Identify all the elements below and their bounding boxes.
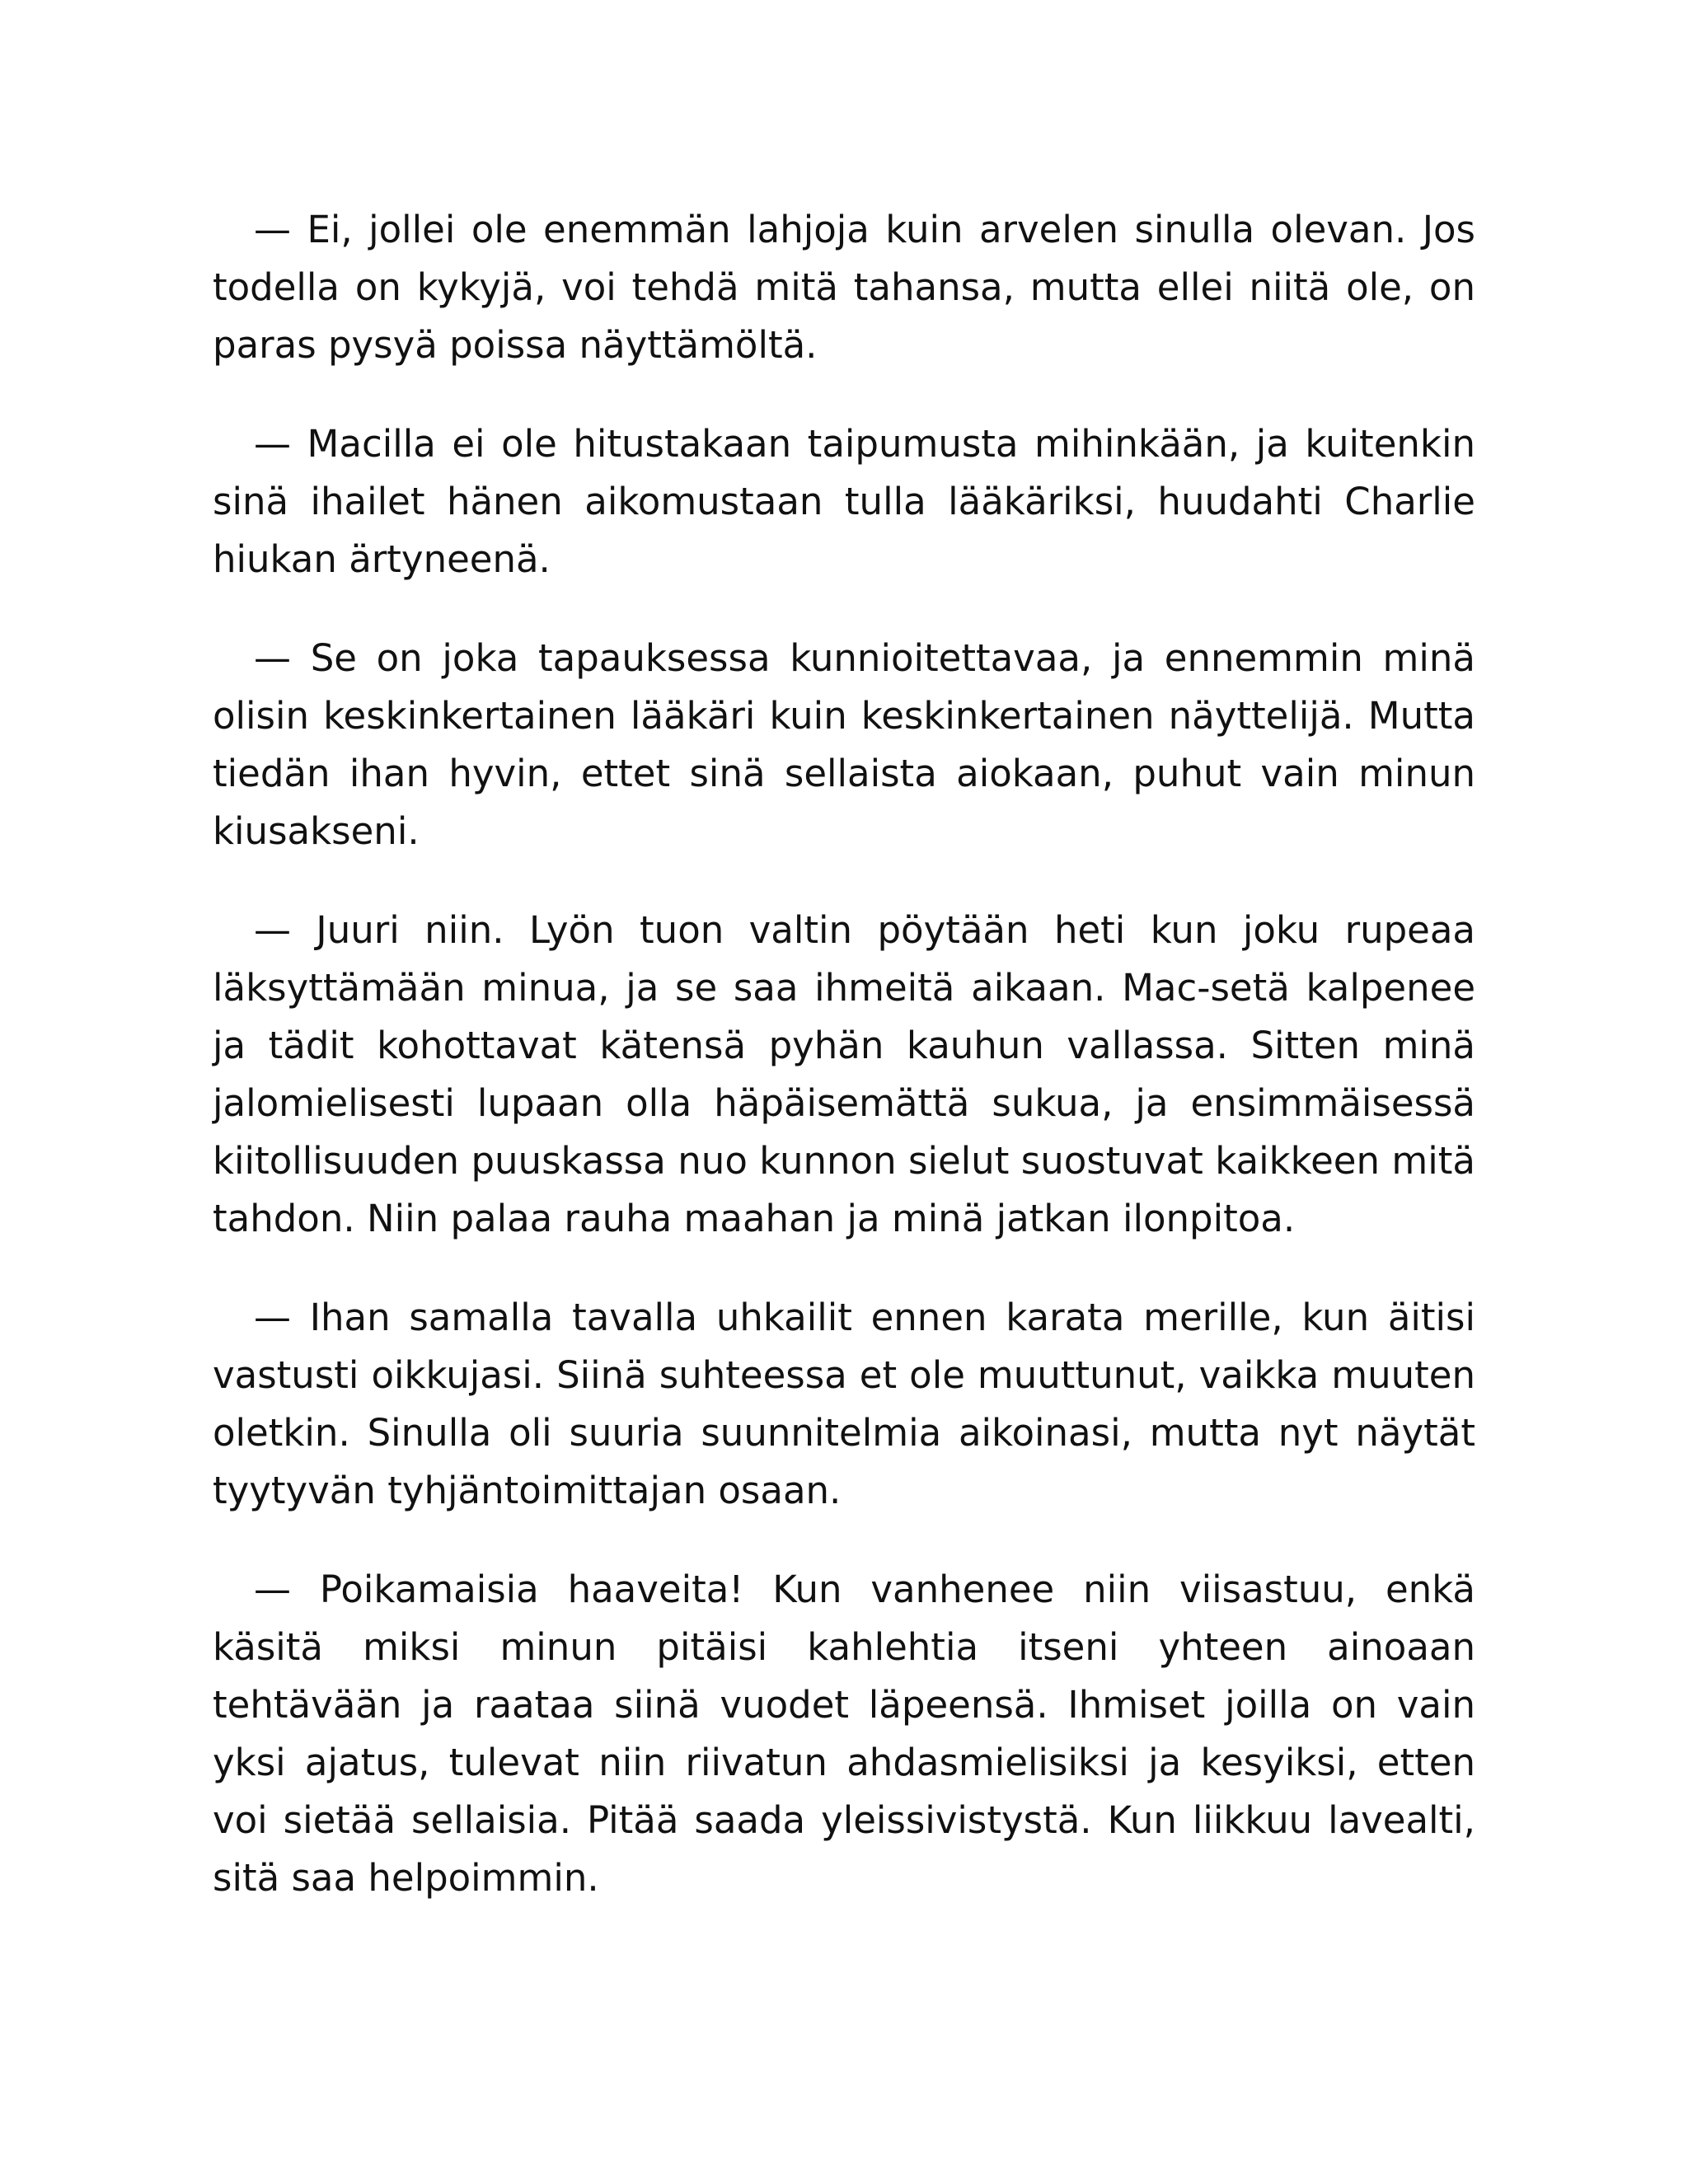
paragraph-3: — Se on joka tapauksessa kunnioitettavaa, ja ennemmin minä olisin keskinkertainen lääkäri kuin keskinkertainen näyttelijä. Mutta tiedän ihan hyvin, ettet sinä sellaista aiokaan, puhut vain minun kiusakseni. <box>213 636 1475 853</box>
paragraph-4: — Juuri niin. Lyön tuon valtin pöytään heti kun joku rupeaa läksyttämään minua, ja se saa ihmeitä aikaan. Mac-setä kalpenee ja tädit kohottavat kätensä pyhän kauhun vallassa. Sitten minä jalomielisesti lupaan olla häpäisemättä sukua, ja ensimmäisessä kiitollisuuden puuskassa nuo kunnon sielut suostuvat kaikkeen mitä tahdon. Niin palaa rauha maahan ja minä jatkan ilonpitoa. <box>213 908 1475 1240</box>
paragraph-1: — Ei, jollei ole enemmän lahjoja kuin arvelen sinulla olevan. Jos todella on kykyjä, voi tehdä mitä tahansa, mutta ellei niitä ole, on paras pysyä poissa näyttämöltä. <box>213 208 1475 367</box>
paragraph-6: — Poikamaisia haaveita! Kun vanhenee niin viisastuu, enkä käsitä miksi minun pitäisi kahlehtia itseni yhteen ainoaan tehtävään ja raataa siinä vuodet läpeensä. Ihmiset joilla on vain yksi ajatus, tulevat niin riivatun ahdasmielisiksi ja kesyiksi, etten voi sietää sellaisia. Pitää saada yleissivistystä. Kun liikkuu lavealti, sitä saa helpoimmin. <box>213 1568 1475 1900</box>
paragraph-5: — Ihan samalla tavalla uhkailit ennen karata merille, kun äitisi vastusti oikkujasi. Siinä suhteessa et ole muuttunut, vaikka muuten oletkin. Sinulla oli suuria suunnitelmia aikoinasi, mutta nyt näytät tyytyvän tyhjäntoimittajan osaan. <box>213 1296 1475 1512</box>
paragraph-2: — Macilla ei ole hitustakaan taipumusta mihinkään, ja kuitenkin sinä ihailet hänen aikomustaan tulla lääkäriksi, huudahti Charlie hiukan ärtyneenä. <box>213 422 1475 581</box>
document-page <box>213 201 1475 1948</box>
